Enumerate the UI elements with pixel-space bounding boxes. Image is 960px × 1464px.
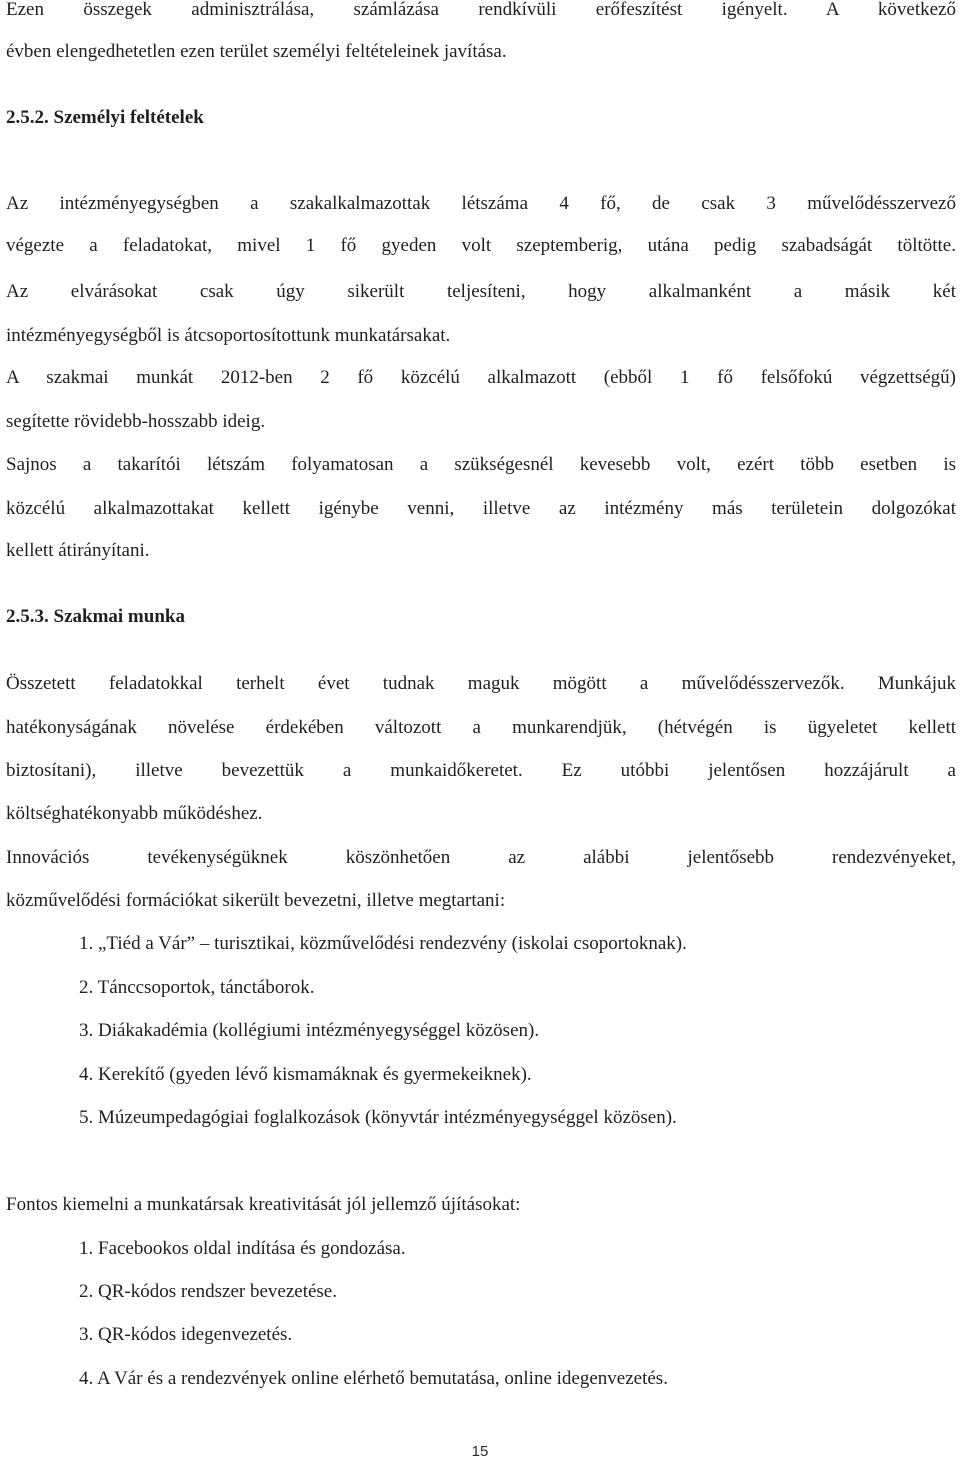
list-item: 2. QR-kódos rendszer bevezetése. — [79, 1281, 337, 1302]
paragraph-line: költséghatékonyabb működéshez. — [6, 803, 263, 824]
list-item: 4. Kerekítő (gyeden lévő kismamáknak és gyermekeiknek). — [79, 1064, 532, 1085]
paragraph-line: intézményegységből is átcsoportosítottunk munkatársakat. — [6, 325, 451, 346]
list-item: 5. Múzeumpedagógiai foglalkozások (könyvtár intézményegységgel közösen). — [79, 1107, 677, 1128]
list-item: 1. Facebookos oldal indítása és gondozása. — [79, 1238, 406, 1259]
paragraph-line: biztosítani), illetve bevezettük a munkaidőkeretet. Ez utóbbi jelentősen hozzájárult a — [6, 760, 956, 781]
paragraph-line: Fontos kiemelni a munkatársak kreativitását jól jellemző újításokat: — [6, 1194, 521, 1215]
section-heading: 2.5.3. Szakmai munka — [6, 606, 185, 627]
list-item: 4. A Vár és a rendezvények online elérhető bemutatása, online idegenvezetés. — [79, 1368, 668, 1389]
paragraph-line: évben elengedhetetlen ezen terület személyi feltételeinek javítása. — [6, 41, 507, 62]
paragraph-line: segítette rövidebb-hosszabb ideig. — [6, 411, 266, 432]
paragraph-line: Ezen összegek adminisztrálása, számlázása rendkívüli erőfeszítést igényelt. A következő — [6, 0, 956, 20]
paragraph-line: közcélú alkalmazottakat kellett igénybe venni, illetve az intézmény más területein dolgozókat — [6, 498, 956, 519]
list-item: 3. QR-kódos idegenvezetés. — [79, 1324, 293, 1345]
paragraph-line: Sajnos a takarítói létszám folyamatosan a szükségesnél kevesebb volt, ezért több esetben is — [6, 454, 956, 475]
paragraph-line: hatékonyságának növelése érdekében változott a munkarendjük, (hétvégén is ügyeletet kellett — [6, 717, 956, 738]
list-item: 2. Tánccsoportok, tánctáborok. — [79, 977, 315, 998]
page-number: 15 — [471, 1443, 489, 1460]
paragraph-line: végezte a feladatokat, mivel 1 fő gyeden volt szeptemberig, utána pedig szabadságát töltötte. — [6, 235, 956, 256]
paragraph-line: kellett átirányítani. — [6, 540, 150, 561]
paragraph-line: Összetett feladatokkal terhelt évet tudnak maguk mögött a művelődésszervezők. Munkájuk — [6, 673, 956, 694]
paragraph-line: Innovációs tevékenységüknek köszönhetően az alábbi jelentősebb rendezvényeket, — [6, 847, 956, 868]
list-item: 3. Diákakadémia (kollégiumi intézményegységgel közösen). — [79, 1020, 540, 1041]
paragraph-line: A szakmai munkát 2012-ben 2 fő közcélú alkalmazott (ebből 1 fő felsőfokú végzettségű) — [6, 367, 956, 388]
section-heading: 2.5.2. Személyi feltételek — [6, 107, 204, 128]
list-item: 1. „Tiéd a Vár” – turisztikai, közművelődési rendezvény (iskolai csoportoknak). — [79, 933, 687, 954]
paragraph-line: közművelődési formációkat sikerült bevezetni, illetve megtartani: — [6, 890, 506, 911]
paragraph-line: Az elvárásokat csak úgy sikerült teljesíteni, hogy alkalmanként a másik két — [6, 281, 956, 302]
paragraph-line: Az intézményegységben a szakalkalmazottak létszáma 4 fő, de csak 3 művelődésszervező — [6, 193, 956, 214]
